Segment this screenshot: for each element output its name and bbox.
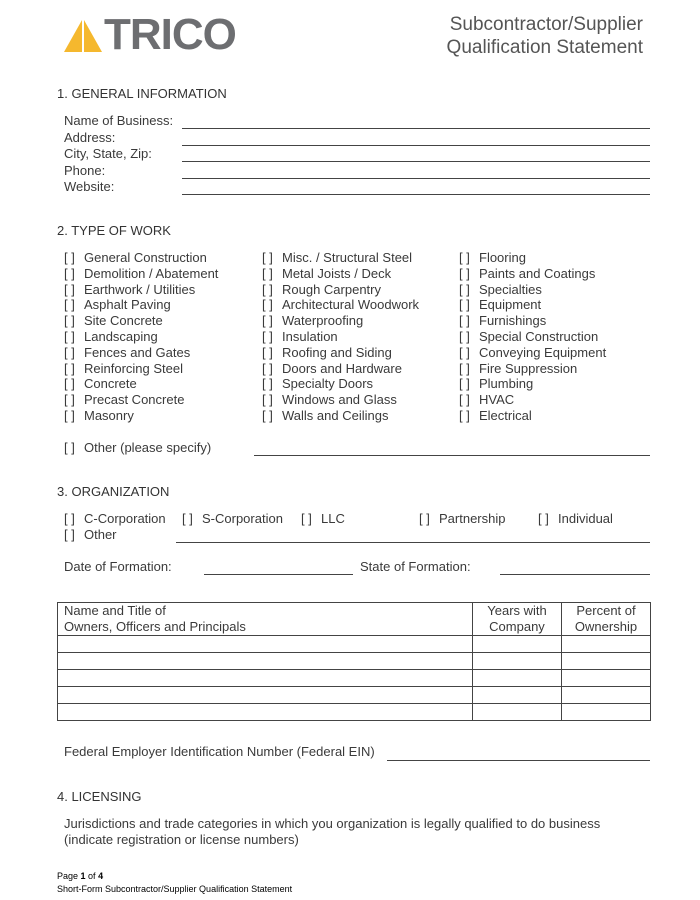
checkbox-fences-and-gates[interactable]: [ ] Fences and Gates <box>64 344 191 360</box>
owner-percent-cell[interactable] <box>562 687 651 704</box>
checkbox-label: Fences and Gates <box>84 344 191 360</box>
checkbox-label: Equipment <box>479 297 542 313</box>
address-line[interactable] <box>182 145 650 146</box>
checkbox-label: Waterproofing <box>282 313 364 329</box>
owner-name-cell[interactable] <box>58 704 473 721</box>
state-of-formation-line[interactable] <box>500 574 650 575</box>
footer-document-name: Short-Form Subcontractor/Supplier Qualification Statement <box>57 884 293 894</box>
checkbox-label: Individual <box>558 511 613 526</box>
checkbox-label: Rough Carpentry <box>282 281 381 297</box>
checkbox-special-construction[interactable]: [ ] Special Construction <box>459 329 599 344</box>
checkbox-paints-and-coatings[interactable]: [ ] Paints and Coatings <box>459 265 596 281</box>
section-heading-type-of-work: 2. TYPE OF WORK <box>57 223 171 238</box>
date-of-formation-line[interactable] <box>204 574 353 575</box>
checkbox-reinforcing-steel[interactable]: [ ] Reinforcing Steel <box>64 360 183 376</box>
checkbox-label: Electrical <box>479 408 532 423</box>
checkbox-label: General Construction <box>84 250 207 265</box>
owner-percent-cell[interactable] <box>562 653 651 670</box>
owner-name-cell[interactable] <box>58 653 473 670</box>
checkbox-roofing-and-siding[interactable]: [ ] Roofing and Siding <box>262 344 392 360</box>
checkbox-specialty-doors[interactable]: [ ] Specialty Doors <box>262 376 374 392</box>
checkbox-label: Doors and Hardware <box>282 360 402 376</box>
owner-percent-cell[interactable] <box>562 636 651 653</box>
checkbox-rough-carpentry[interactable]: [ ] Rough Carpentry <box>262 281 381 297</box>
table-row <box>58 670 651 687</box>
section-heading-licensing: 4. LICENSING <box>57 789 142 804</box>
checkbox-insulation[interactable]: [ ] Insulation <box>262 329 338 344</box>
owner-years-cell[interactable] <box>473 670 562 687</box>
federal-ein-line[interactable] <box>387 760 650 761</box>
checkbox-label: Specialties <box>479 281 542 297</box>
checkbox-earthwork-utilities[interactable]: [ ] Earthwork / Utilities <box>64 281 196 297</box>
owners-table-header-row <box>58 603 651 636</box>
checkbox-flooring[interactable]: [ ] Flooring <box>459 250 526 265</box>
owner-name-cell[interactable] <box>58 687 473 704</box>
owners-name-header: Name and Title of Owners, Officers and Principals <box>58 603 473 636</box>
checkbox-label: Precast Concrete <box>84 392 185 408</box>
licensing-text-line-2: (indicate registration or license numbers) <box>64 832 299 847</box>
table-row <box>58 687 651 704</box>
other-work-line[interactable] <box>254 455 650 456</box>
title-line-1: Subcontractor/Supplier <box>449 14 643 35</box>
table-row <box>58 653 651 670</box>
name-of-business-label: Name of Business: <box>64 113 174 128</box>
checkbox-equipment[interactable]: [ ] Equipment <box>459 297 542 313</box>
checkbox-org-partnership[interactable]: [ ] Partnership <box>419 511 506 526</box>
org-other-line[interactable] <box>176 542 650 543</box>
licensing-text-line-1: Jurisdictions and trade categories in which you organization is legally qualified to do business <box>64 816 601 831</box>
checkbox-hvac[interactable]: [ ] HVAC <box>459 392 515 408</box>
checkbox-label: Special Construction <box>479 329 599 344</box>
checkbox-architectural-woodwork[interactable]: [ ] Architectural Woodwork <box>262 297 420 313</box>
checkbox-label: Paints and Coatings <box>479 265 596 281</box>
state-of-formation-label: State of Formation: <box>360 559 471 574</box>
checkbox-label: Reinforcing Steel <box>84 360 183 376</box>
date-of-formation-label: Date of Formation: <box>64 559 172 574</box>
owner-percent-cell[interactable] <box>562 670 651 687</box>
page-number: Page 1 of 4 <box>57 871 104 881</box>
checkbox-landscaping[interactable]: [ ] Landscaping <box>64 329 158 344</box>
checkbox-label: Walls and Ceilings <box>282 408 389 423</box>
checkbox-org-s-corporation[interactable]: [ ] S-Corporation <box>182 511 283 526</box>
checkbox-org-individual[interactable]: [ ] Individual <box>538 511 613 526</box>
trico-logo-mark <box>64 18 104 54</box>
checkbox-asphalt-paving[interactable]: [ ] Asphalt Paving <box>64 297 171 313</box>
checkbox-concrete[interactable]: [ ] Concrete <box>64 376 137 392</box>
name-of-business-line[interactable] <box>182 128 650 129</box>
checkbox-conveying-equipment[interactable]: [ ] Conveying Equipment <box>459 344 607 360</box>
checkbox-label: Masonry <box>84 408 134 423</box>
checkbox-label: Roofing and Siding <box>282 344 392 360</box>
checkbox-label: Fire Suppression <box>479 360 578 376</box>
owner-name-cell[interactable] <box>58 636 473 653</box>
checkbox-label: Misc. / Structural Steel <box>282 250 413 265</box>
checkbox-misc-structural-steel[interactable]: [ ] Misc. / Structural Steel <box>262 250 413 265</box>
section-heading-general: 1. GENERAL INFORMATION <box>57 86 227 101</box>
checkbox-label: Furnishings <box>479 313 547 329</box>
owner-percent-cell[interactable] <box>562 704 651 721</box>
checkbox-label: HVAC <box>479 392 515 408</box>
checkbox-plumbing[interactable]: [ ] Plumbing <box>459 376 534 392</box>
website-line[interactable] <box>182 194 650 195</box>
checkbox-demolition-abatement[interactable]: [ ] Demolition / Abatement <box>64 265 219 281</box>
checkbox-label: Conveying Equipment <box>479 344 607 360</box>
checkbox-label: Architectural Woodwork <box>282 297 420 313</box>
website-label: Website: <box>64 179 115 195</box>
owner-years-cell[interactable] <box>473 687 562 704</box>
checkbox-label: Partnership <box>439 511 506 526</box>
owners-percent-header: Percent of Ownership <box>562 603 651 636</box>
checkbox-label: Demolition / Abatement <box>84 265 219 281</box>
checkbox-furnishings[interactable]: [ ] Furnishings <box>459 313 547 329</box>
checkbox-other-work[interactable]: [ ] Other (please specify) <box>64 440 212 455</box>
checkbox-label: Insulation <box>282 329 338 344</box>
checkbox-label: Site Concrete <box>84 313 163 329</box>
city-state-zip-label: City, State, Zip: <box>64 146 152 162</box>
checkbox-specialties[interactable]: [ ] Specialties <box>459 281 542 297</box>
checkbox-label: Earthwork / Utilities <box>84 281 196 297</box>
checkbox-site-concrete[interactable]: [ ] Site Concrete <box>64 313 163 329</box>
owner-years-cell[interactable] <box>473 636 562 653</box>
checkbox-label: Asphalt Paving <box>84 297 171 313</box>
owner-name-cell[interactable] <box>58 670 473 687</box>
checkbox-electrical[interactable]: [ ] Electrical <box>459 408 532 423</box>
phone-label: Phone: <box>64 162 106 178</box>
checkbox-windows-and-glass[interactable]: [ ] Windows and Glass <box>262 392 397 408</box>
checkbox-precast-concrete[interactable]: [ ] Precast Concrete <box>64 392 185 408</box>
checkbox-label: Windows and Glass <box>282 392 397 408</box>
checkbox-label: C-Corporation <box>84 511 166 526</box>
checkbox-doors-and-hardware[interactable]: [ ] Doors and Hardware <box>262 360 402 376</box>
table-row <box>58 704 651 721</box>
checkbox-org-other[interactable]: [ ] Other <box>64 527 117 542</box>
table-row <box>58 636 651 653</box>
checkbox-label: S-Corporation <box>202 511 283 526</box>
checkbox-metal-joists-deck[interactable]: [ ] Metal Joists / Deck <box>262 265 392 281</box>
checkbox-label: Concrete <box>84 376 137 392</box>
address-label: Address: <box>64 129 116 145</box>
checkbox-fire-suppression[interactable]: [ ] Fire Suppression <box>459 360 578 376</box>
owner-years-cell[interactable] <box>473 653 562 670</box>
checkbox-general-construction[interactable]: [ ] General Construction <box>64 250 207 265</box>
owners-years-header: Years with Company <box>473 603 562 636</box>
phone-line[interactable] <box>182 178 650 179</box>
city-state-zip-line[interactable] <box>182 161 650 162</box>
section-heading-organization: 3. ORGANIZATION <box>57 484 170 499</box>
checkbox-org-c-corporation[interactable]: [ ] C-Corporation <box>64 511 166 526</box>
owners-table <box>57 602 651 721</box>
checkbox-walls-and-ceilings[interactable]: [ ] Walls and Ceilings <box>262 408 389 423</box>
owner-years-cell[interactable] <box>473 704 562 721</box>
checkbox-label: Plumbing <box>479 376 534 392</box>
checkbox-label: Metal Joists / Deck <box>282 265 392 281</box>
checkbox-org-llc[interactable]: [ ] LLC <box>301 511 345 526</box>
checkbox-label: Flooring <box>479 250 526 265</box>
checkbox-waterproofing[interactable]: [ ] Waterproofing <box>262 313 364 329</box>
checkbox-label: Landscaping <box>84 329 158 344</box>
trico-logo-text: TRICO <box>104 10 236 59</box>
document-title <box>447 13 643 59</box>
checkbox-label: LLC <box>321 511 345 526</box>
checkbox-masonry[interactable]: [ ] Masonry <box>64 408 134 423</box>
checkbox-label: Specialty Doors <box>282 376 374 392</box>
federal-ein-label: Federal Employer Identification Number (Federal EIN) <box>64 744 375 759</box>
title-line-2: Qualification Statement <box>446 37 643 58</box>
